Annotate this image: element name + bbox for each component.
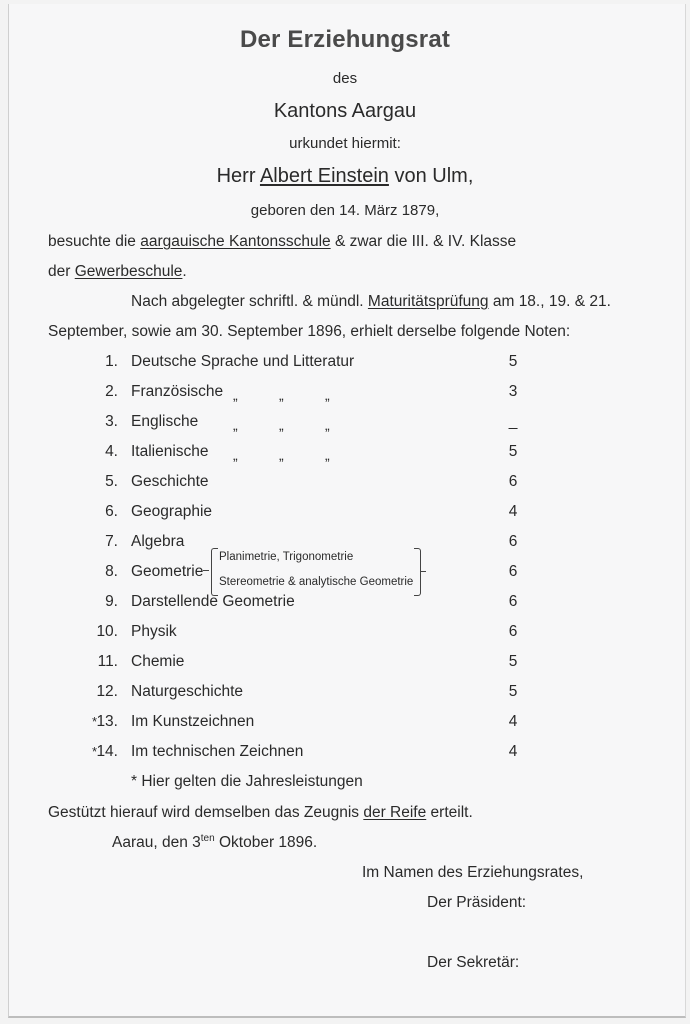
ditto-mark: „	[233, 417, 238, 433]
subject-name: Geographie	[131, 503, 213, 520]
subject-name: Englische	[131, 413, 199, 430]
subject-number: 2.	[105, 383, 118, 400]
subject-grade: 6	[508, 593, 518, 610]
subject-grade: 6	[508, 623, 518, 640]
subject-grade: _	[508, 413, 518, 430]
subject-name: Darstellende Geometrie	[131, 593, 295, 610]
subject-number: 11.	[97, 653, 118, 670]
exam-line-post: am 18., 19. & 21.	[488, 293, 611, 310]
subject-name: Geschichte	[131, 473, 209, 490]
geometry-bracket-left	[211, 548, 218, 596]
subject-number: 3.	[105, 413, 118, 430]
page-title: Der Erziehungsrat	[239, 26, 451, 53]
subject-number: 14.	[96, 743, 118, 760]
department-line	[48, 263, 187, 281]
school-line-post: & zwar die III. & IV. Klasse	[330, 233, 517, 250]
subject-number: 7.	[105, 533, 118, 550]
ditto-mark: „	[279, 417, 284, 433]
maturity-line	[48, 804, 473, 822]
subject-number: 8.	[105, 563, 118, 580]
on-behalf-line: Im Namen des Erziehungsrates,	[362, 864, 584, 881]
subject-number: 9.	[105, 593, 118, 610]
department-name: Gewerbeschule	[74, 263, 183, 280]
subject-star: *	[92, 744, 98, 759]
ditto-mark: „	[233, 387, 238, 403]
date-superscript: ten	[200, 833, 215, 844]
exam-line-pre: Nach abgelegter schriftl. & mündl.	[131, 293, 368, 310]
subject-star: *	[92, 714, 98, 729]
school-line	[48, 233, 516, 251]
subject-name: Im Kunstzeichnen	[131, 713, 255, 730]
geometry-bracket-right	[414, 548, 421, 596]
birth-line: geboren den 14. März 1879,	[250, 202, 440, 219]
subject-number: 4.	[105, 443, 118, 460]
ditto-mark: „	[279, 387, 284, 403]
subject-grade: 4	[508, 713, 518, 730]
exam-name: Maturitätsprüfung	[367, 293, 489, 310]
recipient-name: Albert Einstein	[259, 165, 389, 187]
subject-grade: 3	[508, 383, 518, 400]
subject-name: Italienische	[131, 443, 209, 460]
department-post: .	[182, 263, 187, 280]
ditto-mark: „	[325, 417, 330, 433]
president-label: Der Präsident:	[427, 894, 527, 911]
subject-grade: 5	[508, 683, 518, 700]
subject-number: 12.	[96, 683, 118, 700]
subject-grade: 5	[508, 443, 518, 460]
recipient-prefix: Herr	[216, 165, 260, 187]
subject-grade: 4	[508, 503, 518, 520]
subject-number: 1.	[105, 353, 118, 370]
date-pre: Aarau, den 3	[112, 834, 201, 852]
subject-number: 5.	[105, 473, 118, 490]
ditto-mark: „	[325, 387, 330, 403]
subject-name: Algebra	[131, 533, 185, 550]
subject-grade: 6	[508, 473, 518, 490]
ditto-mark: „	[325, 447, 330, 463]
subject-name: Physik	[131, 623, 177, 640]
maturity-line-post: erteilt.	[426, 804, 473, 821]
school-name: aargauische Kantonsschule	[140, 233, 331, 250]
recipient-origin: von Ulm,	[388, 165, 474, 187]
subject-name: Chemie	[131, 653, 185, 670]
geometry-sub-planimetrie: Planimetrie, Trigonometrie	[219, 551, 354, 563]
subject-number: 10.	[96, 623, 118, 640]
grades-intro-line: September, sowie am 30. September 1896, erhielt derselbe folgende Noten:	[48, 323, 571, 340]
subject-number: 13.	[96, 713, 118, 730]
footnote: * Hier gelten die Jahresleistungen	[131, 773, 363, 790]
recipient-line	[0, 165, 690, 188]
subject-name: Französische	[131, 383, 224, 400]
date-post: Oktober 1896.	[214, 834, 318, 852]
subject-name: Geometrie	[131, 563, 204, 580]
exam-line	[131, 293, 611, 311]
ditto-mark: „	[279, 447, 284, 463]
urkundet-line: urkundet hiermit:	[289, 135, 401, 152]
subject-name: Deutsche Sprache und Litteratur	[131, 353, 355, 370]
des-line: des	[332, 70, 358, 87]
subject-grade: 6	[508, 563, 518, 580]
school-line-pre: besuchte die	[48, 233, 141, 250]
geometry-sub-stereometrie: Stereometrie & analytische Geometrie	[219, 576, 414, 588]
subject-grade: 5	[508, 353, 518, 370]
maturity-term: der Reife	[363, 804, 427, 821]
maturity-line-pre: Gestützt hierauf wird demselben das Zeugnis	[48, 804, 364, 821]
kanton-line: Kantons Aargau	[273, 100, 417, 122]
subject-grade: 4	[508, 743, 518, 760]
subject-grade: 6	[508, 533, 518, 550]
department-pre: der	[48, 263, 75, 280]
subject-number: 6.	[105, 503, 118, 520]
subject-name: Naturgeschichte	[131, 683, 244, 700]
secretary-label: Der Sekretär:	[427, 954, 520, 971]
geometry-bracket-right-tick	[420, 571, 426, 572]
subject-grade: 5	[508, 653, 518, 670]
subject-name: Im technischen Zeichnen	[131, 743, 304, 760]
date-line	[112, 833, 317, 852]
ditto-mark: „	[233, 447, 238, 463]
geometry-bracket-left-tick	[203, 570, 209, 571]
